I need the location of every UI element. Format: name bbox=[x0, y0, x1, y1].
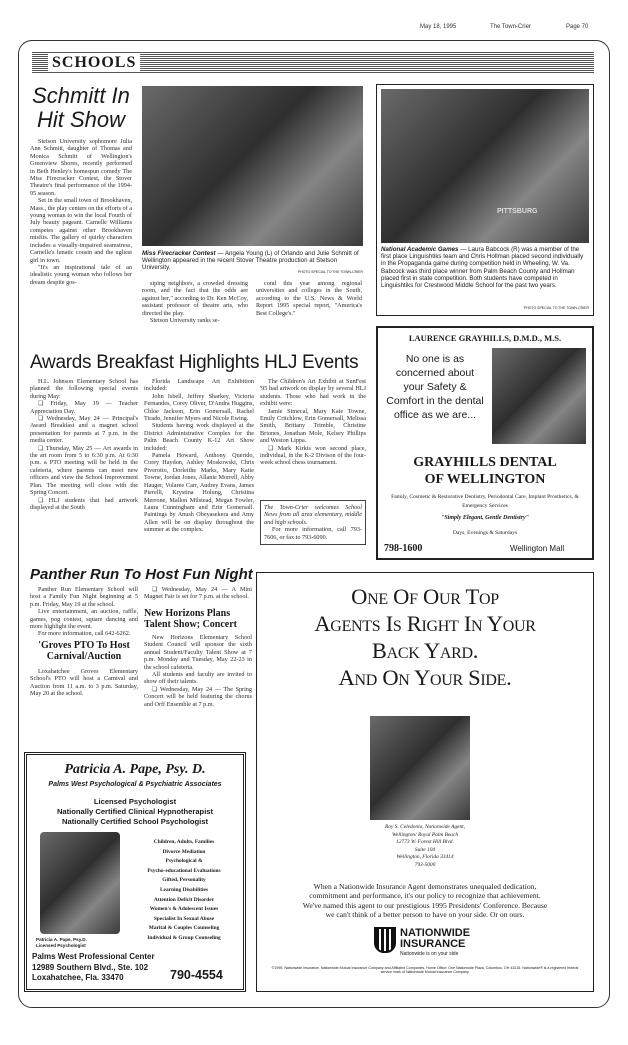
paragraph-2: Stetson University ranks se- bbox=[150, 317, 220, 325]
nationwide-logo-3: Nationwide is on your side bbox=[400, 951, 459, 957]
pape-phone: 790-4554 bbox=[170, 968, 223, 982]
agent-line-6: 793-5000 bbox=[414, 861, 436, 868]
service-7: Attention Deficit Disorder bbox=[153, 896, 215, 903]
service-8: Women's & Adolescent Issues bbox=[149, 906, 219, 913]
tagline-line-5: office as we are... bbox=[393, 409, 477, 421]
story1-column-3 bbox=[256, 280, 362, 317]
address-line-1: Palms West Professional Center bbox=[32, 952, 155, 961]
paragraph-3: ❑ Mark Kirkis won second place, individual, in the K-2 Divison of the four-week school chess tournament. bbox=[260, 444, 366, 467]
headline-line-1: One Of Our Top bbox=[351, 584, 499, 609]
tagline-line-1: No one is as bbox=[405, 353, 465, 365]
grayhills-location: Wellington Mall bbox=[510, 544, 565, 553]
paragraph-2: Set in the small town of Brookhaven, Mass., the play centers on the efforts of a young woman to win the local Fourth of July beauty pageant. Carnelle Williams competes against other Brookhaven misfits. The gallery of quirky characters includes a visually-impaired seamstress, Carnelle's lunatic cousin and the ugliest girl in town. bbox=[30, 197, 132, 264]
paragraph-2: Jamie Simecal, Mary Kate Towne, Emily Critchlow, Erin Gomersall, Melissa Smith, Brittany Trimble, Christine Briones, Jonathan Mole, Kelsey Phillips and Weston Lippa. bbox=[260, 407, 366, 445]
games-caption-text: — Laura Babcock (R) was a member of the first place Linguishtiks team and Chris Hollman placed second individually in the Propaganda game during competition held in Wheeling, W. Va. Babcock was third place winner from Palm Beach County and Hollman placed first in state competition. Both students have competed in Linguishtiks for Crestwood Middle School for the past two years. bbox=[381, 246, 584, 290]
paragraph-5: ❑ HLJ students that had artwork displayed at the South bbox=[30, 496, 138, 511]
pape-firm: Palms West Psychological & Psychiatric Associates bbox=[48, 781, 222, 788]
nationwide-headline bbox=[256, 583, 594, 691]
paragraph-3: ❑ Wednesday, May 24 — Principal's Award Breakfast and a magnet school presentation for parents at 7 p.m. in the media center. bbox=[30, 415, 138, 445]
games-photo bbox=[381, 89, 589, 243]
section-title: SCHOOLS bbox=[48, 54, 140, 72]
service-9: Specialist In Sexual Abuse bbox=[153, 915, 215, 922]
service-3: Psychological & bbox=[165, 858, 203, 865]
story2-column-1 bbox=[30, 378, 138, 511]
tagline-line-2: concerned about bbox=[395, 367, 475, 379]
notice-text: welcomes School News from all area elementary, middle and high schools. bbox=[264, 504, 362, 526]
agent-photo bbox=[370, 716, 470, 820]
paragraph-1: siping neighbors, a crowded dressing room, and the fact that the odds are against her," according to Dr. Ken McCoy, assistant professor of theatre arts, who directed the play. bbox=[142, 280, 248, 317]
nationwide-logo-2: INSURANCE bbox=[400, 938, 466, 950]
story2-column-3 bbox=[260, 378, 366, 467]
new-horizons-subhead: New Horizons Plans Talent Show; Concert bbox=[144, 608, 237, 630]
grayhills-slogan: "Simply Elegant, Gentle Dentistry" bbox=[441, 515, 529, 521]
page-number: Page 70 bbox=[566, 24, 589, 30]
paragraph-4: Pamela Howard, Anthony Querido, Corey Haydon, Ashley Moskowski, Chris Piverotto, Dorleithe Marks, Mary Katie Towne, Jordan Jones, Allanie Morrell, Abby Hauger, Volaree Carr, Audrey Evans, James Pierelli, Krystina Holung, Christina Merrone, Mallon Milstead, Megan Fowler, Laura Cunningham and Erin Gomersall. Paintings by Anush Obeyasekera and Amy Allen will be on display throughout the summer at the complex. bbox=[144, 452, 254, 534]
tagline-line-4: Comfort in the dental bbox=[386, 395, 484, 407]
headline-line-2: Agents Is Right In Your bbox=[314, 611, 536, 636]
groves-subhead: 'Groves PTO To Host Carnival/Auction bbox=[38, 640, 130, 662]
pape-address bbox=[32, 952, 182, 984]
address-line-3: Loxahatchee, Fla. 33470 bbox=[32, 973, 124, 982]
paragraph-3: ❑ Wednesday, May 24 — The Spring Concert will be held featuring the chorus and Orff Ensemble at 7 p.m. bbox=[144, 685, 252, 708]
headline-line-3: Back Yard. bbox=[371, 638, 479, 663]
notice-lead: The Town-Crier bbox=[264, 504, 309, 511]
caption-text: — Angela Young (L) of Orlando and Julie Schmitt of Wellington appeared in the recent Stover Theatre production at Stetson University. bbox=[142, 250, 359, 272]
photo-caption-line-1: Patricia A. Pape, Psy.D. bbox=[36, 937, 87, 942]
games-caption bbox=[381, 246, 589, 289]
grayhills-phone: 798-1600 bbox=[384, 543, 423, 554]
paragraph-3: "It's an inspirational tale of an idealistic young woman who follows her dream despite gos- bbox=[30, 263, 132, 286]
grayhills-hours: Days, Evenings & Saturdays bbox=[452, 530, 518, 536]
grayhills-services: Family, Cosmetic & Restorative Dentistry, Periodontal Care, Implant Prosthetics, & Emergency Services bbox=[391, 494, 579, 509]
games-credit: PHOTO SPECIAL TO THE TOWN-CRIER bbox=[523, 306, 589, 310]
shirt-text: PITTSBURG bbox=[497, 208, 538, 215]
games-caption-lead: National Academic Games bbox=[381, 246, 459, 253]
new-horizons-text bbox=[144, 634, 252, 708]
agent-line-3: 12773 W. Forest Hill Blvd. bbox=[396, 839, 454, 845]
firecracker-caption bbox=[142, 250, 363, 272]
grayhills-tagline bbox=[380, 352, 490, 422]
paragraph-4: ❑ Thursday, May 25 — Art awards in the art room from 5 to 6:30 p.m. At 6:30 p.m. a PTO meeting will be held in the cafeteria, where parents can meet new officers and view the School Improvement Plan. The meeting will close with the Spring Concert. bbox=[30, 444, 138, 497]
story3-headline: Panther Run To Host Fun Night bbox=[30, 566, 253, 583]
paragraph-1: The Children's Art Exhibit at SunFest '95 had artwork on display by several HLJ students. Those who had work in the exhibit were: bbox=[260, 378, 366, 408]
paragraph-3: Students having work displayed at the District Administrative Complex for the Palm Beach County K-12 Art Show included: bbox=[144, 422, 254, 452]
story1-headline: Schmitt In Hit Show bbox=[32, 83, 130, 132]
story2-headline: Awards Breakfast Highlights HLJ Events bbox=[30, 352, 359, 373]
paragraph-1: Panther Run Elementary School will host a Family Fun Night beginning at 5 p.m. Friday, May 19 at the school. bbox=[30, 586, 138, 608]
pape-services bbox=[126, 838, 242, 944]
nationwide-logo-icon bbox=[374, 927, 396, 953]
caption-lead: Miss Firecracker Contest bbox=[142, 250, 216, 257]
story3-column-2 bbox=[144, 586, 252, 601]
credential-1: Licensed Psychologist bbox=[93, 797, 177, 806]
paragraph-1: H.L. Johnson Elementary School has planned the following special events during May: bbox=[30, 378, 138, 400]
headline-line-4: And On Your Side. bbox=[338, 665, 512, 690]
section-banner bbox=[32, 52, 594, 74]
nationwide-body: When a Nationwide Insurance Agent demonstrates unequaled dedication, commitment and performance, it's our policy to recognize that achievement. We've named this agent to our prestigious 1995 Presidents' Conference. Because we can't think of a better person to have on your side. Or on ours. bbox=[302, 882, 548, 920]
pape-photo bbox=[40, 832, 120, 934]
groves-text bbox=[30, 668, 138, 698]
paper-name: The Town-Crier bbox=[490, 24, 531, 30]
paragraph-2: John Isbell, Jeffrey Sharkey, Victoria Fernandes, Corey Oliver, D'Andra Huggins, Chloe Jackson, Erin Gomersall, Rachel Tirado, Jennifer Myers and Nicole Ewing. bbox=[144, 392, 254, 423]
agent-line-2: Wellington/ Royal Palm Beach bbox=[391, 831, 459, 838]
dentist-photo bbox=[492, 348, 586, 444]
paragraph-1: Stetson University sophomore Julia Ann Schmitt, daughter of Thomas and Monica Schmitt of Wellington's Greenview Shores, recently performed in Beth Henley's homespun comedy The Miss Firecracker Contest, the Stover Theatre's final performance of the 1994-95 season. bbox=[30, 138, 132, 197]
issue-date: May 18, 1995 bbox=[420, 24, 457, 30]
photo-caption-line-2: Licensed Psychologist bbox=[36, 942, 86, 948]
agent-details bbox=[330, 824, 520, 869]
story3-column-1 bbox=[30, 586, 138, 638]
agent-line-4: Suite 104 bbox=[414, 846, 436, 853]
photo-credit: PHOTO SPECIAL TO THE TOWN-CRIER bbox=[297, 270, 363, 274]
dentist-name: LAURENCE GRAYHILLS, D.M.D., M.S. bbox=[408, 333, 562, 343]
grayhills-title-1: GRAYHILLS DENTAL bbox=[413, 455, 557, 470]
service-1: Children, Adults, Families bbox=[153, 839, 215, 845]
story1-column-2 bbox=[142, 280, 248, 324]
service-4: Psycho-educational Evaluations bbox=[147, 867, 221, 874]
paragraph-2: Live entertainment, an auction, raffle, games, pog contest, square dancing and more highlight the event. bbox=[30, 608, 138, 631]
paragraph-1: New Horizons Elementary School Student Council will sponsor the sixth annual Student/Faculty Talent Show at 7 p.m. Monday and Tuesday, May 22-23 in the school cafeteria. bbox=[144, 634, 252, 671]
service-11: Individual & Group Counseling bbox=[147, 934, 221, 941]
paragraph-1: cond this year among regional universities and colleges in the South, according to the U.S. News & World Report 1995 special report, "America's Best College's." bbox=[256, 280, 362, 317]
credential-2: Nationally Certified Clinical Hypnotherapist bbox=[56, 807, 214, 816]
service-10: Marital & Couples Counseling bbox=[148, 925, 220, 932]
paragraph-1: Florida Landscape Art Exhibition included: bbox=[144, 378, 254, 393]
service-2: Divorce Mediation bbox=[162, 848, 206, 855]
address-line-2: 12989 Southern Blvd., Ste. 102 bbox=[32, 962, 149, 972]
tagline-line-3: your Safety & bbox=[403, 381, 467, 393]
pape-credentials bbox=[24, 797, 246, 827]
credential-3: Nationally Certified School Psychologist bbox=[62, 817, 208, 826]
grayhills-title-2: OF WELLINGTON bbox=[424, 472, 546, 487]
school-news-notice bbox=[260, 500, 366, 545]
paragraph-2: All students and faculty are invited to show off their talents. bbox=[144, 671, 252, 686]
pape-photo-caption bbox=[36, 937, 126, 948]
nationwide-fine-print: ©1995, Nationwide Insurance. Nationwide Mutual Insurance Company and Affiliated Companies. Home Office: One Nationwide Plaza, Columbus, OH 43215. Nationwide® is a registered federal service mark of Nationwide Mutual Insurance Company. bbox=[271, 966, 579, 975]
paragraph-1: ❑ Wednesday, May 24 — A Mini Magnet Fair is set for 7 p.m. at the school. bbox=[144, 586, 252, 601]
paragraph-3: For more information, call 642-6262. bbox=[38, 630, 131, 638]
firecracker-photo bbox=[142, 86, 363, 246]
story2-column-2 bbox=[144, 378, 254, 534]
pape-name: Patricia A. Pape, Psy. D. bbox=[64, 762, 206, 777]
service-5: Gifted, Personality bbox=[162, 877, 206, 884]
nationwide-logo-1: NATIONWIDE bbox=[400, 927, 471, 939]
notice-contact: For more information, call 793-7606, or fax to 793-6090. bbox=[264, 526, 362, 541]
service-6: Learning Disabilities bbox=[159, 886, 209, 893]
paragraph-1: Loxahatchee Groves Elementary School's PTO will host a Carnival and Auction from 11 a.m. to 3 p.m. Saturday, May 20 at the school. bbox=[30, 668, 138, 698]
paragraph-2: ❑ Friday, May 19 — Teacher Appreciation Day. bbox=[30, 400, 138, 415]
agent-line-5: Wellington, Florida 33414 bbox=[396, 854, 454, 860]
agent-line-1: Roy S. Celedonia, Nationwide Agent, bbox=[384, 824, 465, 830]
story1-column-1 bbox=[30, 138, 132, 286]
